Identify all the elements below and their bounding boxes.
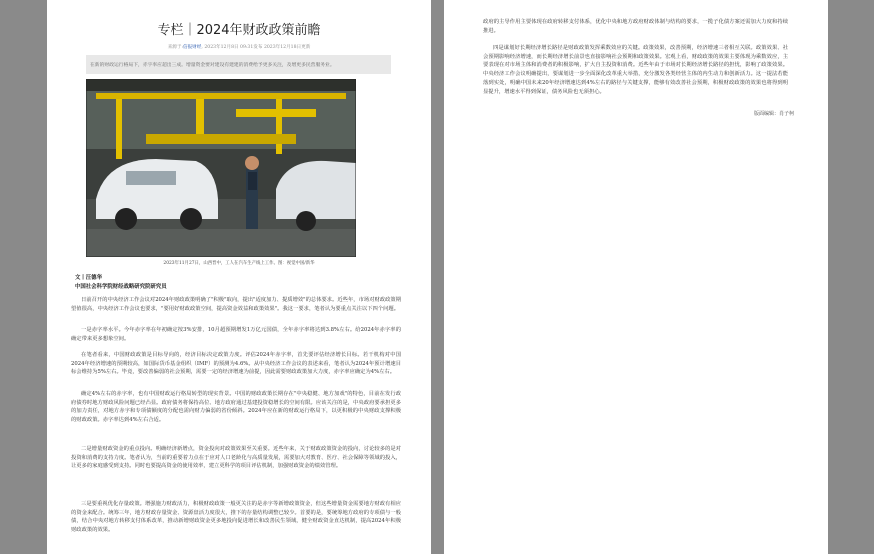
body-paragraph-2: 一是赤字率水平。今年赤字率在年初确定按3%安排，10月超预期增发1万亿元国债，全年赤字率将达到3.8%左右。给2024年赤字率的确定带来更多想象空间。 bbox=[71, 327, 401, 342]
article-meta: 来源于:信报财经, 2023年12月8日 09:31发布 2023年12月18日更新 bbox=[167, 45, 311, 50]
editor-credit: 版面编辑：肖子柯 bbox=[753, 111, 794, 117]
body-paragraph-6: 三是要重视优化存量政策。增强施力财政活力，积极财政政策一般更关注的是赤字等新增政策资金，但这些增量资金需要地方财政有相应的资金来配合。统筹三年，地方财政存量资金、资源盘活力度很大，推下的存量结构调整已较少。首要的是，要统筹地方政府的专项债与一般债，结合中央对地方转移支付体系改革，推动新增财政资金更多地投向促进增长和改善民生领域，健全财政资金直达机制，提高2024年积极财政政策的效果。 bbox=[71, 501, 401, 534]
body-paragraph-1: 日前召开的中央经济工作会议对2024年财政政策明确了"积极"取向，提出"适度加力、提质增效"的总体要求。近些年，市场对财政政策期望值很高，中央经济工作会议也要求，"要用好财政政策空间，提高资金效益和政策效果"。我这一要求，笔者认为要重点关注以下四个问题。 bbox=[71, 297, 401, 312]
source-link[interactable]: 信报财经 bbox=[183, 45, 202, 50]
body-paragraph-3: 在笔者看来，中国财政政策是目标导向的，经济目标决定政策力度。评估2024年赤字率，首先要评估经济增长目标。若干机构对中国2024年经济增速的预期较高，如国际货币基金组织（IMF）的预测为4.6%。从中央经济工作会议的表述来看，笔者认为2024年预计增速目标会维持为5%左右。毕竟，要改善偏弱的社会预期，需要一定的经济增速为前提，因此需要财政政策加大力度，赤字率应确定为4%左右。 bbox=[71, 352, 401, 376]
body-paragraph-4: 确定4%左右的赤字率，也有中国财政运行格局转型的现实背景。中国的财政政策长期存在"中央稳健、地方加戏"的特色，目前在发行政府债券时地方财政风险问题已经凸显。政府债务将保持高位、地方政府通过基建投资稳增长的空间有限。应该关注的是，中央政府要承担更多的加力责任，对地方赤字和专项债额度的分配也需向财力偏弱的省份倾斜。2024年应在新的财政运行格局下，以更积极的中央财政支撑积极的财政政策。赤字率达到4%左右合适。 bbox=[71, 391, 401, 424]
document-page-1 bbox=[47, 0, 431, 554]
continued-paragraph: 政府的主导作用主要体现在政府转移支付体系，优化中央和地方政府财政体制与结构的要求，一揽子化债方案还需加大力度和持续推进。 bbox=[483, 19, 788, 34]
updated-date: 2023年12月18日更新 bbox=[263, 45, 311, 50]
body-paragraph-7: 四是谋划好长期经济增长路径是财政政策发挥乘数效应的关键。政策效果，改善预期，经济增速三者相互关联。政策效果、社会预期影响经济增速，而长期经济增长前景也直接影响社会预期和政策效果。宏观上看，财政政策的效果主要体现为乘数效应，主要表现在对市场主体和消费者的积极影响，扩大自主投资和消费。近些年由于市场对长期经济增长路径的担忧，影响了政策效果。中央经济工作会议明确提出，要谋划进一步全面深化改革重大举措，充分激发各类经营主体的内生动力和创新活力。这一提法若能落到实处，明确中国未来20年经济增速达到4%左右的路径与关键支撑，能够有效改善社会预期，积极财政政策的效果也将得到明显提升，增速水平得到保证，债务风险也无须担心。 bbox=[483, 45, 788, 95]
author-byline: 文丨汪德华 bbox=[75, 275, 102, 281]
factory-photo bbox=[86, 79, 356, 257]
author-affiliation: 中国社会科学院财经战略研究院研究员 bbox=[75, 284, 167, 290]
source-prefix: 来源于: bbox=[167, 45, 184, 50]
document-page-2 bbox=[444, 0, 828, 554]
page-title: 专栏｜2024年财政政策前瞻 bbox=[157, 23, 321, 38]
photo-caption: 2023年11月27日，山西晋中，工人在汽车生产线上工作。图：视觉中国/新华 bbox=[163, 261, 315, 266]
published-date: 2023年12月8日 09:31发布 bbox=[204, 45, 263, 50]
body-paragraph-5: 二是增量财政资金的重点投向。明确经济新增点，资金投向对政策效果至关重要。近些年来，关于财政政策资金的投向，讨论较多的是对投资和消费的支持力度。笔者认为，当前的重要着力点在于应对人口老龄化与高质量发展，需要加大对教育、医疗、社会保障等领域的投入，让更多的家庭感受到支持。同时也要提高资金的使用效率，建立更科学的项目评估机制，加强财政资金的绩效管理。 bbox=[71, 446, 401, 470]
article-summary: 在新的财政运行格局下，赤字率应超出三成。增量资金要对建设有建建的消费给予更多关注，及增更多民营服务业。 bbox=[86, 55, 391, 74]
